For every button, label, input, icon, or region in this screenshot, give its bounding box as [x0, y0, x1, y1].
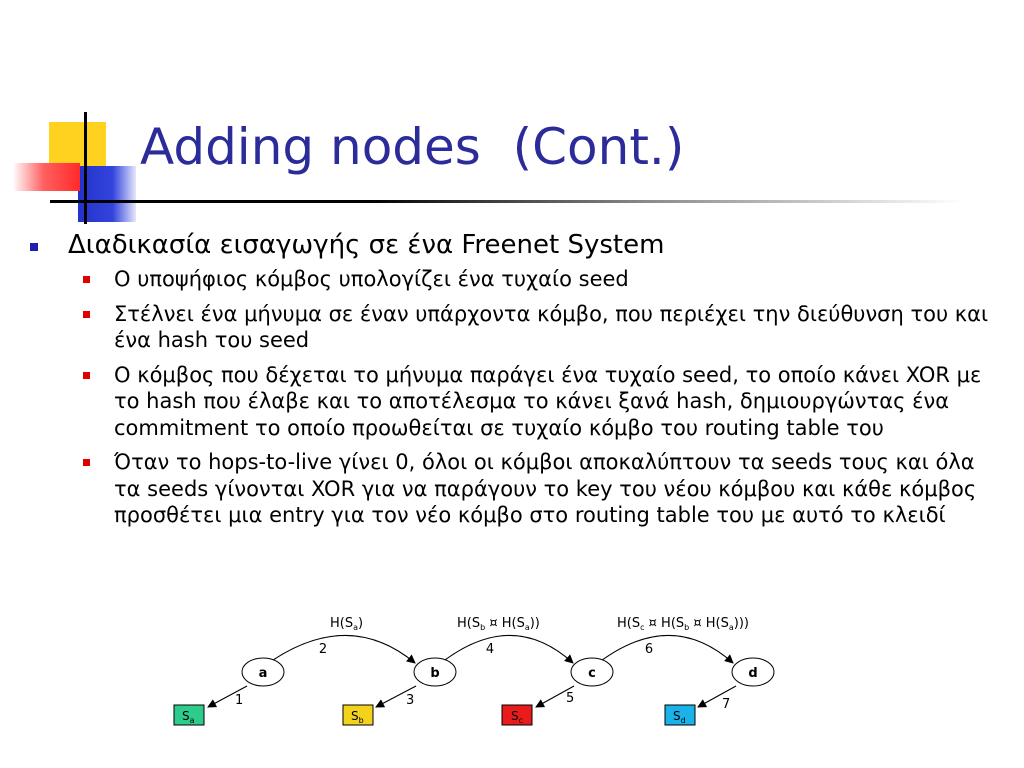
- seed-box-d: [665, 705, 695, 725]
- svg-text:Sd: $S_d$: [673, 709, 686, 725]
- arrow-d-seed: [698, 686, 736, 707]
- arc-label-3: $H(S_c$ ¤ $H(S_b$ ¤ $H(S_a)$)): [617, 616, 749, 632]
- seed-box-b: [343, 705, 373, 725]
- seed-step-3: 3: [406, 693, 415, 708]
- sub-bullet-marker: [83, 311, 90, 318]
- node-join-diagram: [170, 606, 820, 731]
- sub-bullet-text: Όταν το hops-to-live γίνει 0, όλοι οι κόμβοι αποκαλύπτουν τα seeds τους και όλα τα seeds γίνονται XOR για να παράγουν το key του νέου κόμβου και κάθε κόμβος προσθέτει μια entry για τον νέο κόμβο στο routing table του με αυτό το κλειδί: [114, 450, 977, 527]
- arc-step-4: 4: [485, 642, 495, 657]
- arc-a-b: [263, 635, 415, 667]
- svg-text:Sa: $S_a$: [182, 709, 195, 725]
- arc-c-d: [593, 635, 733, 667]
- sub-bullet-item: [114, 266, 1004, 293]
- svg-text:d: d: [748, 666, 758, 681]
- svg-text:a: a: [258, 666, 268, 681]
- main-bullet-marker: [30, 243, 38, 251]
- sub-bullet-text: Ο υποψήφιος κόμβος υπολογίζει ένα τυχαίο seed: [114, 267, 629, 291]
- arc-step-2: 2: [318, 642, 328, 657]
- arc-step-6: 6: [644, 642, 654, 657]
- sub-bullet-text: Στέλνει ένα μήνυμα σε έναν υπάρχοντα κόμβο, που περιέχει την διεύθυνση του και ένα hash του seed: [114, 301, 989, 352]
- seed-step-7: 7: [722, 697, 731, 712]
- title-underline: [50, 200, 965, 203]
- sub-bullet-marker: [83, 372, 90, 379]
- arc-label-1: $H(S_a)$: [330, 616, 364, 632]
- svg-text:b: b: [430, 666, 440, 681]
- sub-bullet-item: [114, 449, 1004, 529]
- sub-bullet-list: [114, 266, 1004, 537]
- node-c: [571, 658, 613, 686]
- seed-box-a: [174, 705, 204, 725]
- node-b: [414, 658, 456, 686]
- sub-bullet-marker: [83, 459, 90, 466]
- sub-bullet-item: [114, 362, 1004, 442]
- decor-red-bar: [14, 163, 80, 191]
- sub-bullet-text: Ο κόμβος που δέχεται το μήνυμα παράγει ένα τυχαίο seed, το οποίο κάνει XOR με το hash που έλαβε και το αποτέλεσμα το κάνει ξανά hash, δημιουργώντας ένα commitment το οποίο προωθείται σε τυχαίο κόμβο του routing table του: [114, 362, 982, 440]
- svg-text:Sc: $S_c$: [511, 709, 524, 725]
- svg-text:c: c: [588, 666, 596, 681]
- arc-label-2: $H(S_b$ ¤ $H(S_a)$): [457, 616, 540, 632]
- main-bullet-text: Διαδικασία εισαγωγής σε ένα Freenet System: [68, 230, 665, 260]
- svg-text:Sb: $S_b$: [351, 709, 364, 725]
- slide-title: Adding nodes (Cont.): [140, 118, 685, 176]
- node-d: [732, 658, 774, 686]
- seed-box-c: [502, 705, 532, 725]
- seed-step-5: 5: [566, 691, 575, 706]
- seed-step-1: 1: [235, 693, 244, 708]
- sub-bullet-item: [114, 301, 1004, 354]
- node-a: [242, 658, 284, 686]
- decor-vertical-line: [84, 112, 87, 224]
- sub-bullet-marker: [83, 276, 90, 283]
- arc-b-c: [436, 635, 573, 667]
